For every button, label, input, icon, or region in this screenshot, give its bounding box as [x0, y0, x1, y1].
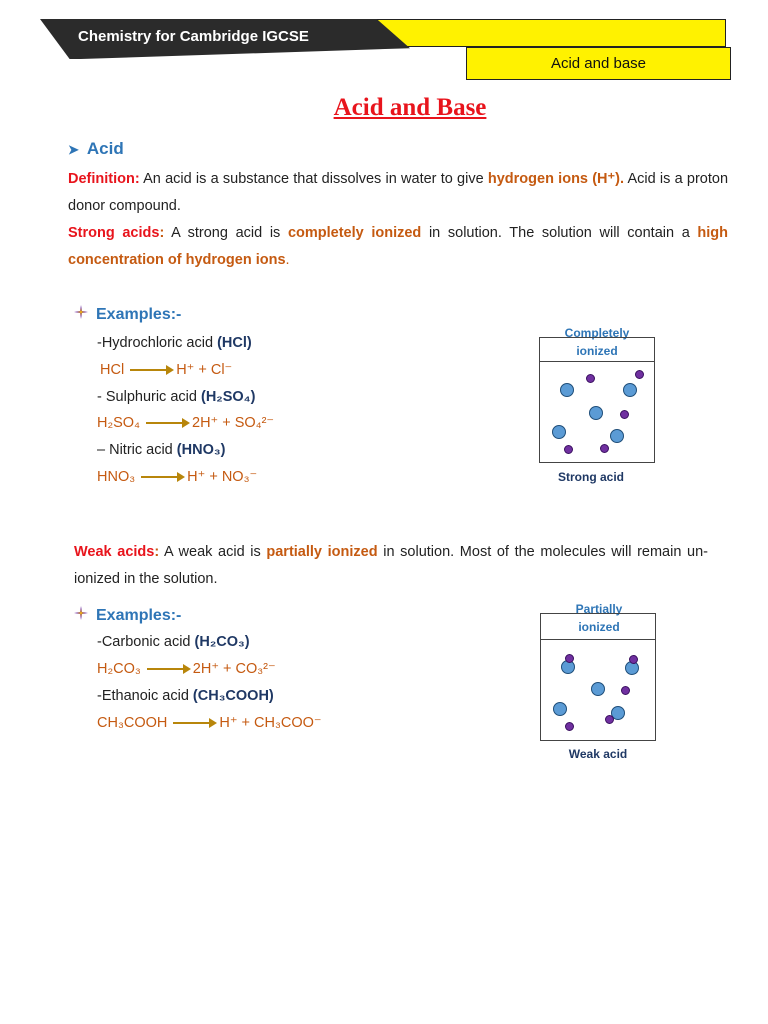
equation-line: [97, 661, 276, 677]
example-name-line: -Ethanoic acid (CH₃COOH): [97, 688, 274, 704]
example-name: – Nitric acid: [97, 442, 173, 458]
equation-left: H₂CO₃: [97, 661, 141, 677]
example-formula: HNO₃: [181, 442, 221, 458]
beaker: [539, 361, 655, 463]
definition-text: An acid is a substance that dissolves in water to give: [143, 171, 484, 187]
example-name: -Hydrochloric acid: [97, 335, 214, 351]
ion-large: [610, 429, 624, 443]
equation-line: [97, 715, 322, 731]
weak-examples-heading: [74, 606, 181, 625]
equation-right: H⁺ + CH₃COO⁻: [219, 715, 322, 731]
equation-left: CH₃COOH: [97, 715, 168, 731]
strong-acid-text-2: in solution. The solution will contain a: [428, 225, 690, 241]
header-yellow-band: [360, 19, 726, 47]
strong-acid-highlight-2: high concentration of hydrogen ions: [68, 225, 729, 268]
example-name-line: – Nitric acid (HNO₃): [97, 442, 226, 458]
diagram-label-line2: ionized: [578, 620, 620, 634]
topic-tag: Acid and base: [466, 47, 731, 80]
weak-acid-text-2: in solution. Most of the molecules will remain un-ionized in the solution.: [74, 544, 708, 587]
example-formula: H₂SO₄: [205, 389, 251, 405]
diagram-label-line1: Completely: [564, 326, 630, 340]
star-bullet-icon: [74, 305, 88, 319]
example-name: -Carbonic acid: [97, 634, 191, 650]
beaker-top: [540, 613, 656, 640]
ion-large: [591, 682, 605, 696]
star-bullet-icon: [74, 606, 88, 620]
ion-large: [552, 425, 566, 439]
ion-large: [589, 406, 603, 420]
ion-small: [605, 715, 614, 724]
strong-acid-label: Strong acids: [68, 225, 160, 241]
strong-examples-heading-text: Examples:-: [96, 306, 182, 323]
equation-line: [97, 469, 257, 485]
definition-text-2: Acid is a proton donor compound.: [68, 171, 729, 214]
diagram-label-line2: ionized: [576, 344, 618, 358]
page-title: Acid and Base: [333, 94, 487, 121]
strong-examples-heading: [74, 305, 181, 324]
reaction-arrow-icon: [130, 365, 174, 375]
equation-right: H⁺ + NO₃⁻: [187, 469, 258, 485]
example-formula: CH₃COOH: [197, 688, 269, 704]
strong-acid-end: .: [285, 252, 290, 268]
definition-label: Definition:: [68, 171, 140, 187]
reaction-arrow-icon: [141, 472, 185, 482]
strong-acid-text: A strong acid is: [171, 225, 281, 241]
strong-acid-paragraph: [68, 220, 728, 274]
example-formula: H₂CO₃: [199, 634, 245, 650]
weak-examples-heading-text: Examples:-: [96, 607, 182, 624]
arrow-bullet-icon: ➤: [68, 142, 79, 157]
weak-acid-highlight: partially ionized: [266, 544, 378, 560]
weak-acid-text: A weak acid is: [164, 544, 261, 560]
ion-small: [629, 655, 638, 664]
equation-left: HNO₃: [97, 469, 136, 485]
equation-right: 2H⁺ + SO₄²⁻: [192, 415, 275, 431]
beaker-top: [539, 337, 655, 362]
equation-left: HCl: [100, 362, 125, 378]
reaction-arrow-icon: [147, 664, 191, 674]
ion-small: [565, 722, 574, 731]
ion-small: [586, 374, 595, 383]
ion-large: [560, 383, 574, 397]
reaction-arrow-icon: [146, 418, 190, 428]
strong-acid-highlight: completely ionized: [287, 225, 422, 241]
ion-small: [564, 445, 573, 454]
equation-right: H⁺ + Cl⁻: [176, 362, 233, 378]
ion-small: [600, 444, 609, 453]
equation-left: H₂SO₄: [97, 415, 140, 431]
example-name-line: -Hydrochloric acid (HCl): [97, 335, 252, 351]
acid-heading-text: Acid: [86, 139, 124, 158]
example-name: - Sulphuric acid: [97, 389, 197, 405]
ion-large: [553, 702, 567, 716]
definition-highlight: hydrogen ions (H⁺).: [487, 171, 625, 187]
ion-small: [565, 654, 574, 663]
ion-large: [623, 383, 637, 397]
example-name-line: -Carbonic acid (H₂CO₃): [97, 634, 250, 650]
beaker: [540, 639, 656, 741]
ion-small: [620, 410, 629, 419]
example-formula: HCl: [221, 335, 247, 351]
diagram-caption: Weak acid: [568, 747, 628, 761]
acid-heading: [68, 139, 124, 159]
weak-acid-label: Weak acids: [74, 544, 155, 560]
equation-line: [100, 362, 232, 378]
strong-acid-colon: :: [159, 225, 165, 241]
ion-small: [621, 686, 630, 695]
weak-acid-colon: :: [154, 544, 160, 560]
definition-paragraph: [68, 166, 728, 220]
diagram-label-line1: Partially: [575, 602, 623, 616]
equation-right: 2H⁺ + CO₃²⁻: [192, 661, 276, 677]
weak-acid-paragraph: [74, 539, 708, 593]
example-name-line: - Sulphuric acid (H₂SO₄): [97, 389, 256, 405]
reaction-arrow-icon: [173, 718, 217, 728]
ion-small: [635, 370, 644, 379]
example-name: -Ethanoic acid: [97, 688, 189, 704]
diagram-caption: Strong acid: [557, 470, 624, 484]
series-title: Chemistry for Cambridge IGCSE: [78, 28, 309, 45]
equation-line: [97, 415, 274, 431]
